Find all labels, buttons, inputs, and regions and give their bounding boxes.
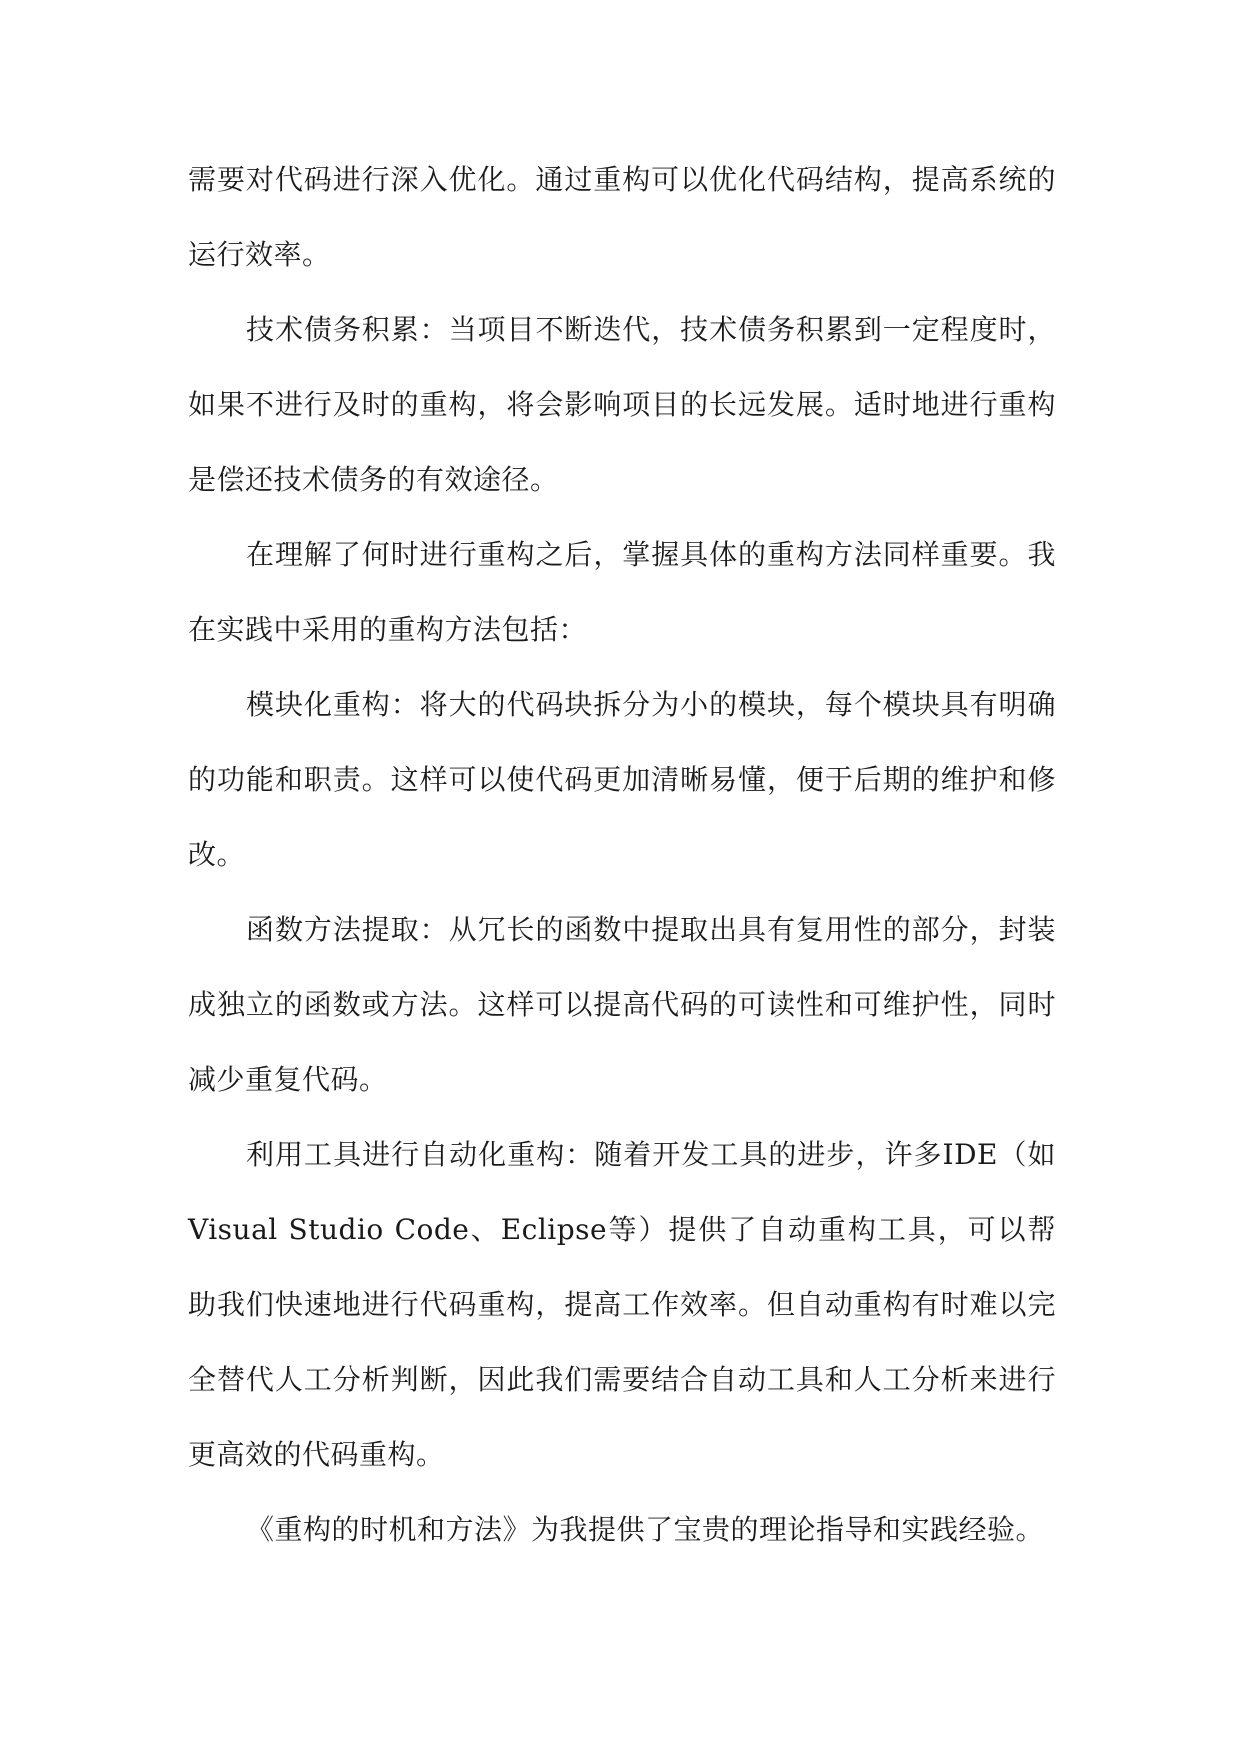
paragraph-conclusion: 《重构的时机和方法》为我提供了宝贵的理论指导和实践经验。: [246, 1513, 1045, 1546]
paragraph-modular-refactoring: 模块化重构：将大的代码块拆分为小的模块，每个模块具有明确的功能和职责。这样可以使代码更加清晰易懂，便于后期的维护和修改。: [188, 688, 1056, 871]
paragraph-automated-refactoring: 利用工具进行自动化重构：随着开发工具的进步，许多IDE（如Visual Studio Code、Eclipse等）提供了自动重构工具，可以帮助我们快速地进行代码重构，提高工作效率。但自动重构有时难以完全替代人工分析判断，因此我们需要结合自动工具和人工分析来进行更高效的代码重构。: [188, 1138, 1056, 1471]
document-body: [188, 142, 1056, 1567]
paragraph-continuation: 需要对代码进行深入优化。通过重构可以优化代码结构，提高系统的运行效率。: [188, 163, 1056, 271]
paragraph-methods-intro: 在理解了何时进行重构之后，掌握具体的重构方法同样重要。我在实践中采用的重构方法包括：: [188, 538, 1056, 646]
paragraph-function-extraction: 函数方法提取：从冗长的函数中提取出具有复用性的部分，封装成独立的函数或方法。这样可以提高代码的可读性和可维护性，同时减少重复代码。: [188, 913, 1056, 1096]
paragraph-technical-debt: 技术债务积累：当项目不断迭代，技术债务积累到一定程度时，如果不进行及时的重构，将会影响项目的长远发展。适时地进行重构是偿还技术债务的有效途径。: [188, 313, 1056, 496]
